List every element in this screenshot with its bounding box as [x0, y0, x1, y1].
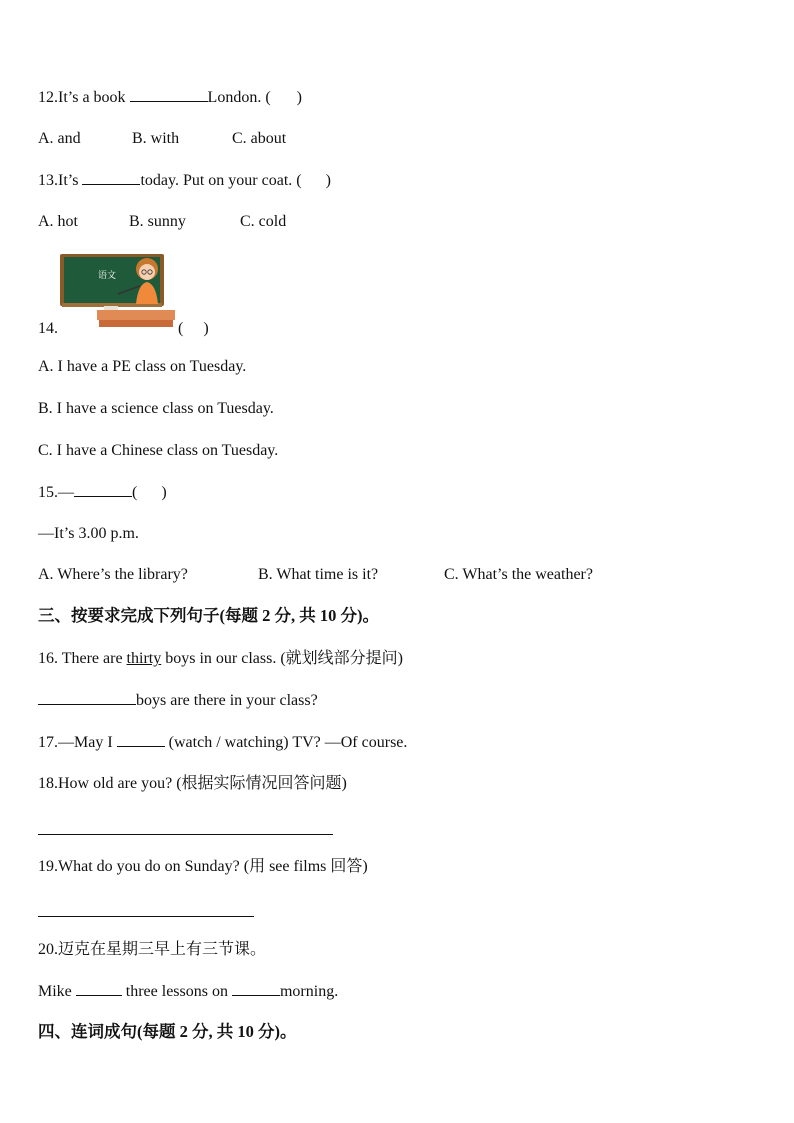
- question-text: London. (: [207, 89, 271, 106]
- close-paren: ): [161, 484, 167, 501]
- option-b[interactable]: B. with: [132, 130, 180, 147]
- option-b[interactable]: B. What time is it?: [258, 566, 379, 583]
- option-a[interactable]: A. hot: [38, 213, 78, 230]
- answer-line-19[interactable]: [38, 916, 254, 917]
- open-paren: (: [132, 484, 138, 501]
- question-15-reply: —It’s 3.00 p.m.: [38, 525, 139, 542]
- underlined-word: thirty: [126, 650, 162, 667]
- question-number: 16.: [38, 650, 58, 667]
- answer-blank[interactable]: [74, 482, 132, 497]
- answer-blank[interactable]: [76, 981, 122, 996]
- question-text: three lessons on: [121, 983, 232, 1000]
- question-text: It’s: [58, 172, 83, 189]
- close-paren: ): [203, 320, 209, 337]
- options-15: [38, 565, 593, 585]
- question-15: [38, 482, 167, 503]
- option-c[interactable]: C. about: [232, 130, 287, 147]
- question-number: 14.: [38, 320, 58, 337]
- option-a[interactable]: A. I have a PE class on Tuesday.: [38, 358, 247, 375]
- question-16: [38, 649, 403, 669]
- question-16-answer: [38, 690, 318, 711]
- teacher-face: [139, 264, 155, 280]
- open-paren: (: [178, 320, 184, 337]
- question-18: [38, 774, 347, 794]
- options-13: [38, 212, 286, 232]
- option-b[interactable]: B. sunny: [129, 213, 186, 230]
- question-number: 12.: [38, 89, 58, 106]
- question-20-answer: [38, 981, 338, 1002]
- option-a[interactable]: A. Where’s the library?: [38, 566, 188, 583]
- board-text: 语文: [98, 271, 117, 281]
- options-12: [38, 129, 286, 149]
- question-14: [38, 319, 209, 339]
- question-number: 20.: [38, 941, 58, 958]
- answer-blank[interactable]: [232, 981, 280, 996]
- close-paren: ): [296, 89, 302, 106]
- close-paren: ): [325, 172, 331, 189]
- option-c[interactable]: C. I have a Chinese class on Tuesday.: [38, 442, 279, 459]
- question-text: What do you do on Sunday? (用 see films 回答): [58, 858, 368, 875]
- question-number: 18.: [38, 775, 58, 792]
- option-b[interactable]: B. I have a science class on Tuesday.: [38, 400, 274, 417]
- section-3-heading: 三、按要求完成下列句子(每题 2 分, 共 10 分)。: [38, 606, 379, 625]
- question-text: Mike: [38, 983, 76, 1000]
- answer-tail: boys are there in your class?: [136, 692, 318, 709]
- answer-blank[interactable]: [117, 732, 165, 747]
- option-c[interactable]: C. cold: [240, 213, 287, 230]
- question-19: [38, 857, 368, 877]
- question-text: morning.: [279, 983, 339, 1000]
- question-17: [38, 732, 407, 753]
- question-text: boys in our class. (就划线部分提问): [161, 650, 403, 667]
- question-text: —May I: [58, 734, 117, 751]
- option-a[interactable]: A. and: [38, 130, 81, 147]
- question-number: 15.—: [38, 484, 74, 501]
- section-4-heading: 四、连词成句(每题 2 分, 共 10 分)。: [38, 1022, 297, 1041]
- question-12: [38, 87, 302, 108]
- question-text: (watch / watching) TV? —Of course.: [164, 734, 408, 751]
- question-number: 13.: [38, 172, 58, 189]
- question-number: 19.: [38, 858, 58, 875]
- answer-line-18[interactable]: [38, 834, 333, 835]
- question-13: [38, 170, 331, 191]
- question-20: [38, 940, 266, 960]
- question-number: 17.: [38, 734, 58, 751]
- question-text: today. Put on your coat. (: [140, 172, 302, 189]
- question-text: 迈克在星期三早上有三节课。: [58, 941, 267, 958]
- question-text: There are: [58, 650, 127, 667]
- answer-blank[interactable]: [82, 170, 140, 185]
- answer-blank[interactable]: [38, 690, 136, 705]
- answer-blank[interactable]: [130, 87, 208, 102]
- option-c[interactable]: C. What’s the weather?: [444, 566, 593, 583]
- question-text: How old are you? (根据实际情况回答问题): [58, 775, 347, 792]
- question-text: It’s a book: [58, 89, 130, 106]
